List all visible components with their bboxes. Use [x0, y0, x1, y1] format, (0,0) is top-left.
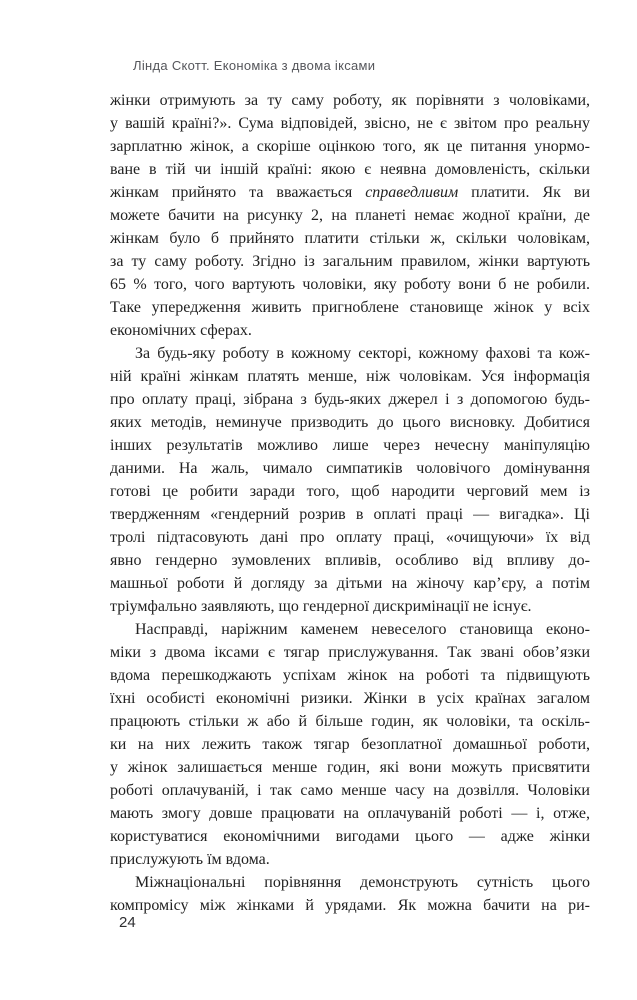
paragraph [110, 89, 590, 342]
text-line: можете бачити на рисунку 2, на планеті немає жодної країни, де [110, 207, 590, 224]
text-line: роботі оплачуваній, і так само менше часу на дозвілля. Чоловіки [110, 782, 590, 799]
text-line: машньої роботи й догляду за дітьми на жіночу кар’єру, а потім [110, 575, 590, 592]
text-line: даними. На жаль, чимало симпатиків чоловічого домінування [110, 460, 590, 477]
text-line: Таке упередження живить пригноблене становище жінок у всіх [110, 299, 590, 316]
text-line: жінкам було б прийнято платити стільки ж, скільки чоловікам, [110, 230, 590, 247]
text-line: За будь-яку роботу в кожному секторі, кожному фахові та кож- [135, 345, 590, 362]
text-line: 65 % того, чого вартують чоловіки, яку роботу вони б не робили. [110, 276, 590, 293]
text-line: тріумфально заявляють, що гендерної дискримінації не існує. [110, 598, 532, 615]
text-line: міки з двома іксами є тягар прислужування. Так звані обов’язки [110, 644, 590, 661]
text-line: ній країні жінкам платять менше, ніж чоловікам. Уся інформація [110, 368, 590, 385]
paragraph [110, 342, 590, 618]
text-line: про оплату праці, зібрана з будь-яких джерел і з допомогою будь- [110, 391, 590, 408]
text-line: Міжнаціональні порівняння демонструють сутність цього [135, 874, 590, 891]
text-line: економічних сферах. [110, 322, 252, 339]
text-line: готові це робити заради того, щоб народити черговий мем із [110, 483, 590, 500]
text-line: вдома перешкоджають успіхам жінок на роботі та підвищують [110, 667, 590, 684]
text-line: прислужують їм вдома. [110, 851, 270, 868]
text-line: у вашій країні?». Сума відповідей, звісно, не є звітом про реальну [110, 115, 590, 132]
text-line: жінки отримують за ту саму роботу, як порівняти з чоловіками, [110, 92, 590, 109]
page-number: 24 [119, 914, 136, 931]
text-line: яких методів, неминуче призводить до цього висновку. Добитися [110, 414, 590, 431]
text-line: тролі підтасовують дані про оплату праці, «очищуючи» їх від [110, 529, 590, 546]
text-line: твердженням «гендерний розрив в оплаті праці — вигадка». Ці [110, 506, 590, 523]
text-line: жінкам прийнято та вважається справедливим платити. Як ви [110, 184, 590, 201]
text-block [110, 89, 590, 917]
running-header: Лінда Скотт. Економіка з двома іксами [133, 58, 376, 73]
paragraph [110, 871, 590, 917]
text-line: ки на них лежить також тягар безоплатної домашньої роботи, [110, 736, 590, 753]
text-line: їхні особисті економічні ризики. Жінки в усіх країнах загалом [110, 690, 590, 707]
paragraph [110, 618, 590, 871]
text-line: за ту саму роботу. Згідно із загальним правилом, жінки вартують [110, 253, 590, 270]
text-line: користуватися економічними вигодами цього — адже жінки [110, 828, 590, 845]
text-line: мають змогу довше працювати на оплачуваній роботі — і, отже, [110, 805, 590, 822]
text-line: ване в тій чи іншій країні: якою є неявна домовленість, скільки [110, 161, 590, 178]
text-line: інших результатів можливо лише через нечесну маніпуляцію [110, 437, 590, 454]
text-line: компромісу між жінками й урядами. Як можна бачити на ри- [110, 897, 590, 914]
text-line: явно гендерно зумовлених впливів, особливо від впливу до- [110, 552, 590, 569]
text-line: зарплатню жінок, а скоріше оцінкою того, як це питання унормо- [110, 138, 590, 155]
text-line: працюють стільки ж або й більше годин, як чоловіки, та оскіль- [110, 713, 590, 730]
text-line: Насправді, наріжним каменем невеселого становища еконо- [135, 621, 590, 638]
text-line: у жінок залишається менше годин, які вони можуть присвятити [110, 759, 590, 776]
